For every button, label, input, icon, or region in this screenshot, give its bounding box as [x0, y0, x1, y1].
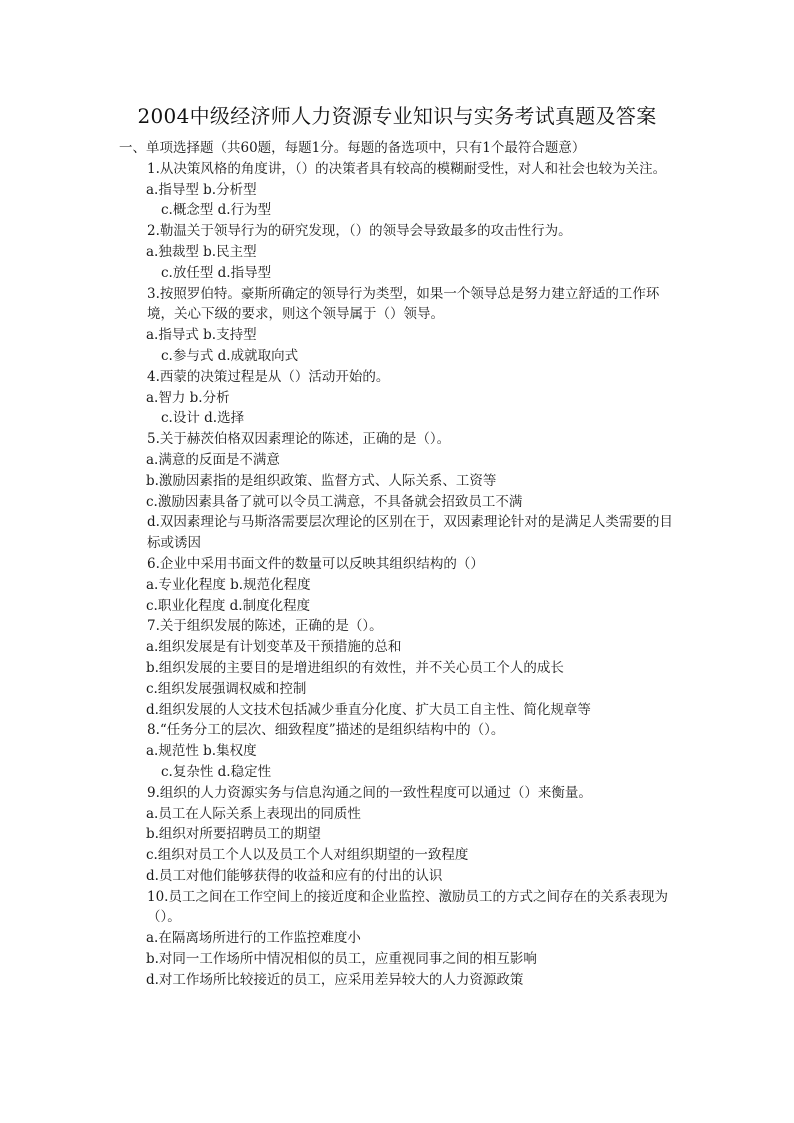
question-text: 4.西蒙的决策过程是从（）活动开始的。: [147, 368, 390, 385]
answer-option: c.复杂性 d.稳定性: [161, 763, 272, 780]
document-body: [119, 138, 679, 991]
answer-option: d.组织发展的人文技术包括减少垂直分化度、扩大员工自主性、简化规章等: [146, 701, 591, 718]
answer-option: a.员工在人际关系上表现出的同质性: [146, 805, 361, 822]
answer-option: d.对工作场所比较接近的员工，应采用差异较大的人力资源政策: [146, 971, 524, 988]
answer-option: c.放任型 d.指导型: [161, 264, 272, 281]
question-text: d.双因素理论与马斯洛需要层次理论的区别在于，双因素理论针对的是满足人类需要的目标或诱因: [147, 514, 673, 552]
document-title: 2004中级经济师人力资源专业知识与实务考试真题及答案: [137, 104, 657, 128]
answer-option: c.组织发展强调权威和控制: [146, 680, 307, 697]
answer-option: a.独裁型 b.民主型: [146, 243, 257, 260]
answer-option: c.激励因素具备了就可以令员工满意，不具备就会招致员工不满: [146, 493, 523, 510]
answer-option: a.组织发展是有计划变革及干预措施的总和: [146, 639, 402, 656]
answer-option: c.概念型 d.行为型: [161, 202, 272, 219]
section-heading: 一、单项选择题（共60题，每题1分。每题的备选项中，只有1个最符合题意）: [119, 140, 586, 156]
answer-option: a.规范性 b.集权度: [146, 743, 257, 760]
answer-option: d.员工对他们能够获得的收益和应有的付出的认识: [146, 867, 443, 884]
answer-option: a.在隔离场所进行的工作监控难度小: [146, 930, 361, 947]
answer-option: a.智力 b.分析: [146, 389, 230, 406]
answer-option: a.指导型 b.分析型: [146, 181, 257, 198]
answer-option: b.对同一工作场所中情况相似的员工，应重视同事之间的相互影响: [146, 951, 537, 968]
answer-option: a.专业化程度 b.规范化程度: [146, 576, 311, 593]
answer-option: b.组织对所要招聘员工的期望: [146, 826, 321, 843]
question-text: 9.组织的人力资源实务与信息沟通之间的一致性程度可以通过（）来衡量。: [147, 784, 592, 801]
question-text: 5.关于赫茨伯格双因素理论的陈述，正确的是（）。: [147, 431, 451, 448]
answer-option: a.指导式 b.支持型: [146, 327, 257, 344]
answer-option: b.组织发展的主要目的是增进组织的有效性，并不关心员工个人的成长: [146, 659, 564, 676]
question-text: 10.员工之间在工作空间上的接近度和企业监控、激励员工的方式之间存在的关系表现为（）。: [147, 888, 668, 926]
answer-option: a.满意的反面是不满意: [146, 451, 280, 468]
question-text: 2.勒温关于领导行为的研究发现，（）的领导会导致最多的攻击性行为。: [147, 223, 572, 240]
answer-option: b.激励因素指的是组织政策、监督方式、人际关系、工资等: [146, 472, 497, 489]
question-text: 6.企业中采用书面文件的数量可以反映其组织结构的（）: [147, 555, 484, 572]
question-text: 7.关于组织发展的陈述，正确的是（）。: [147, 618, 383, 635]
question-text: 1.从决策风格的角度讲，（）的决策者具有较高的模糊耐受性，对人和社会也较为关注。: [147, 160, 667, 177]
question-text: 3.按照罗伯特。豪斯所确定的领导行为类型，如果一个领导总是努力建立舒适的工作环境，关心下级的要求，则这个领导属于（）领导。: [147, 285, 660, 323]
answer-option: c.职业化程度 d.制度化程度: [146, 597, 311, 614]
answer-option: c.设计 d.选择: [161, 410, 245, 427]
answer-option: c.参与式 d.成就取向式: [161, 347, 299, 364]
question-text: 8.“任务分工的层次、细致程度”描述的是组织结构中的（）。: [147, 722, 505, 739]
answer-option: c.组织对员工个人以及员工个人对组织期望的一致程度: [146, 847, 469, 864]
